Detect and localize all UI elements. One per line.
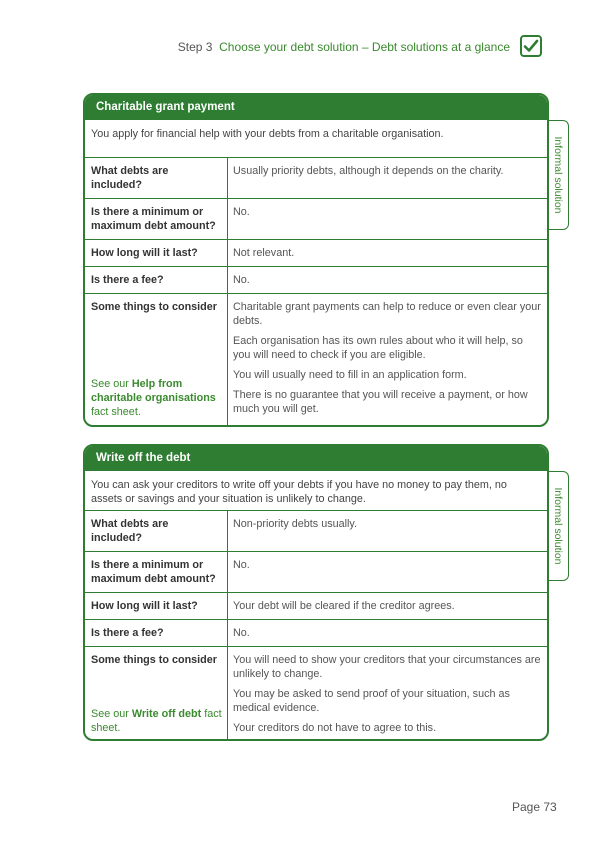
consider-label: Some things to consider (91, 654, 217, 666)
consider-item: There is no guarantee that you will receive a payment, or how much you will get. (233, 389, 528, 415)
table-row (85, 158, 547, 199)
section-intro: You apply for financial help with your debts from a charitable organisation. (85, 120, 547, 158)
page-number: Page 73 (512, 800, 557, 814)
section-title: Charitable grant payment (85, 95, 547, 120)
row-label (85, 647, 228, 741)
table-row (85, 199, 547, 240)
table-row (85, 511, 547, 552)
table-row (85, 294, 547, 425)
side-tab-label: Informal solution (551, 136, 564, 214)
table-row (85, 552, 547, 593)
step-label: Step 3 (177, 40, 213, 54)
row-value (228, 294, 547, 425)
see-suffix: fact sheet. (91, 708, 222, 734)
row-value: No. (233, 627, 250, 639)
see-prefix: See our (91, 378, 132, 390)
section-charitable-grant (83, 93, 549, 427)
row-value: No. (233, 559, 250, 571)
row-value: Usually priority debts, although it depends on the charity. (233, 165, 504, 177)
checkmark-icon (520, 35, 542, 57)
section-write-off-debt (83, 444, 549, 741)
row-value: Non-priority debts usually. (233, 518, 358, 530)
row-label: How long will it last? (85, 240, 228, 266)
row-label: Is there a minimum or maximum debt amount? (85, 199, 228, 239)
fact-sheet-note (91, 377, 225, 419)
table-row (85, 267, 547, 294)
fact-sheet-link[interactable]: Help from charitable organisations (91, 378, 216, 404)
see-suffix: fact sheet. (91, 406, 141, 418)
consider-item: Your creditors do not have to agree to this. (233, 722, 437, 734)
row-label: How long will it last? (85, 593, 228, 619)
consider-item: Charitable grant payments can help to reduce or even clear your debts. (233, 301, 541, 327)
row-label: What debts are included? (85, 158, 228, 198)
row-value: No. (233, 206, 250, 218)
row-label: Is there a minimum or maximum debt amount? (85, 552, 228, 592)
row-label: What debts are included? (85, 511, 228, 551)
side-tab-informal-solution-1 (547, 120, 569, 230)
row-value: Not relevant. (233, 247, 295, 259)
consider-item: You may be asked to send proof of your situation, such as medical evidence. (233, 688, 510, 714)
consider-item: Each organisation has its own rules about who it will help, so you will need to check if you are eligible. (233, 335, 523, 361)
row-value: Your debt will be cleared if the creditor agrees. (233, 600, 455, 612)
table-row (85, 240, 547, 267)
fact-sheet-link[interactable]: Write off debt (131, 708, 202, 720)
section-intro: You can ask your creditors to write off your debts if you have no money to pay them, no assets or savings and your situation is unlikely to change. (85, 471, 547, 511)
see-prefix: See our (91, 708, 132, 720)
header-title: Choose your debt solution – Debt solutions at a glance (219, 40, 510, 54)
fact-sheet-note (91, 707, 225, 735)
row-label (85, 294, 228, 425)
table-row (85, 620, 547, 647)
row-label: Is there a fee? (85, 267, 228, 293)
row-value (228, 647, 547, 741)
table-row (85, 647, 547, 741)
row-label: Is there a fee? (85, 620, 228, 646)
consider-label: Some things to consider (91, 301, 217, 313)
section-title: Write off the debt (85, 446, 547, 471)
side-tab-informal-solution-2 (547, 471, 569, 581)
table-row (85, 593, 547, 620)
page-header (178, 40, 510, 54)
row-value: No. (233, 274, 250, 286)
consider-item: You will need to show your creditors that your circumstances are unlikely to change. (233, 654, 541, 680)
side-tab-label: Informal solution (551, 487, 564, 565)
consider-item: You will usually need to fill in an application form. (233, 369, 467, 381)
